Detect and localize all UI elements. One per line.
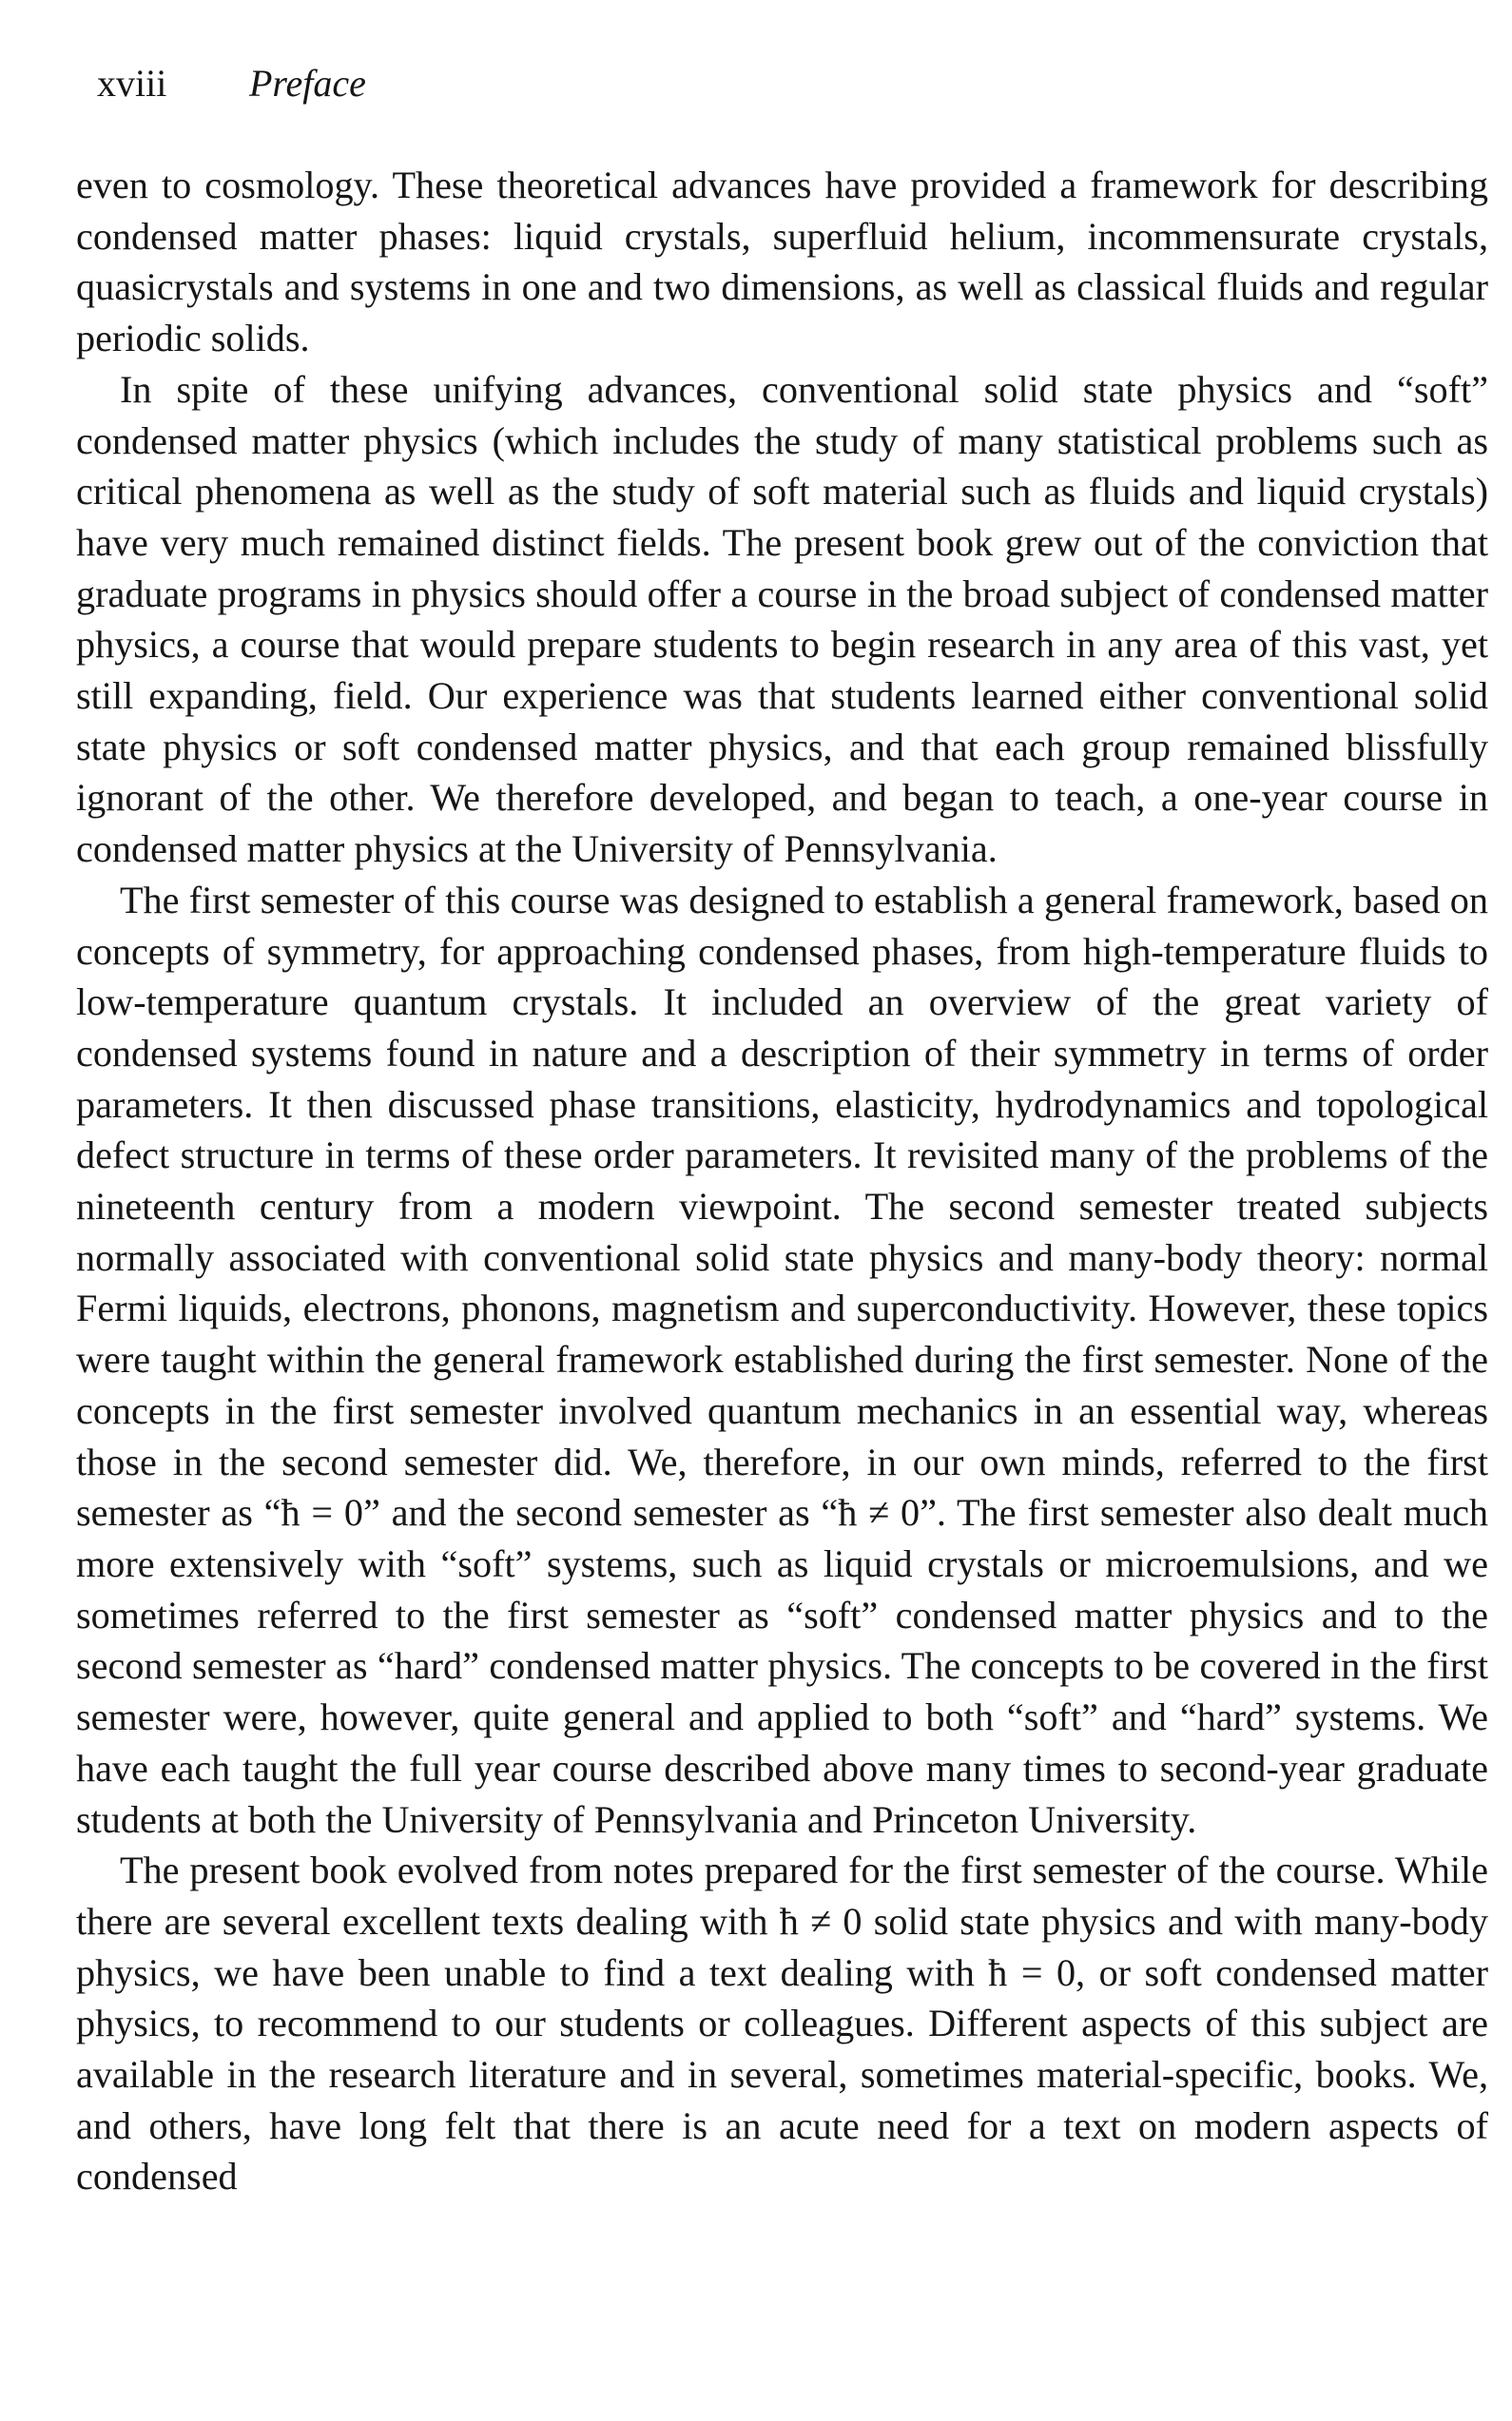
paragraph-unifying-advances: In spite of these unifying advances, conventional solid state physics and “soft” condensed matter physics (which includes the study of many statistical problems such as critical phenomena as well as the study of soft material such as fluids and liquid crystals) have very much remained distinct fields. The present book grew out of the conviction that graduate programs in physics should offer a course in the broad subject of condensed matter physics, a course that would prepare students to begin research in any area of this vast, yet still expanding, field. Our experience was that students learned either conventional solid state physics or soft condensed matter physics, and that each group remained blissfully ignorant of the other. We therefore developed, and began to teach, a one-year course in condensed matter physics at the University of Pennsylvania. bbox=[76, 367, 1488, 871]
running-head bbox=[97, 55, 366, 112]
paragraph-first-semester: The first semester of this course was designed to establish a general framework, based on concepts of symmetry, for approaching condensed phases, from high-temperature fluids to low-temperature quantum crystals. It included an overview of the great variety of condensed systems found in nature and a description of their symmetry in terms of order parameters. It then discussed phase transitions, elasticity, hydrodynamics and topological defect structure in terms of these order parameters. It revisited many of the problems of the nineteenth century from a modern viewpoint. The second semester treated subjects normally associated with conventional solid state physics and many-body theory: normal Fermi liquids, electrons, phonons, magnetism and superconductivity. However, these topics were taught within the general framework established during the first semester. None of the concepts in the first semester involved quantum mechanics in an essential way, whereas those in the second semester did. We, therefore, in our own minds, referred to the first semester as “ħ = 0” and the second semester as “ħ ≠ 0”. The first semester also dealt much more extensively with “soft” systems, such as liquid crystals or microemulsions, and we sometimes referred to the first semester as “soft” condensed matter physics and to the second semester as “hard” condensed matter physics. The concepts to be covered in the first semester were, however, quite general and applied to both “soft” and “hard” systems. We have each taught the full year course described above many times to second-year graduate students at both the University of Pennsylvania and Princeton University. bbox=[76, 878, 1488, 1841]
page-number: xviii bbox=[97, 62, 167, 105]
body-text bbox=[76, 160, 1488, 2202]
paragraph-continuation: even to cosmology. These theoretical advances have provided a framework for describing condensed matter phases: liquid crystals, superfluid helium, incommensurate crystals, quasicrystals and systems in one and two dimensions, as well as classical fluids and regular periodic solids. bbox=[76, 164, 1488, 360]
paragraph-book-origin: The present book evolved from notes prepared for the first semester of the course. While there are several excellent texts dealing with ħ ≠ 0 solid state physics and with many-body physics, we have been unable to find a text dealing with ħ = 0, or soft condensed matter physics, to recommend to our students or colleagues. Different aspects of this subject are available in the research literature and in several, sometimes material-specific, books. We, and others, have long felt that there is an acute need for a text on modern aspects of condensed bbox=[76, 1849, 1488, 2198]
chapter-title: Preface bbox=[249, 62, 366, 105]
